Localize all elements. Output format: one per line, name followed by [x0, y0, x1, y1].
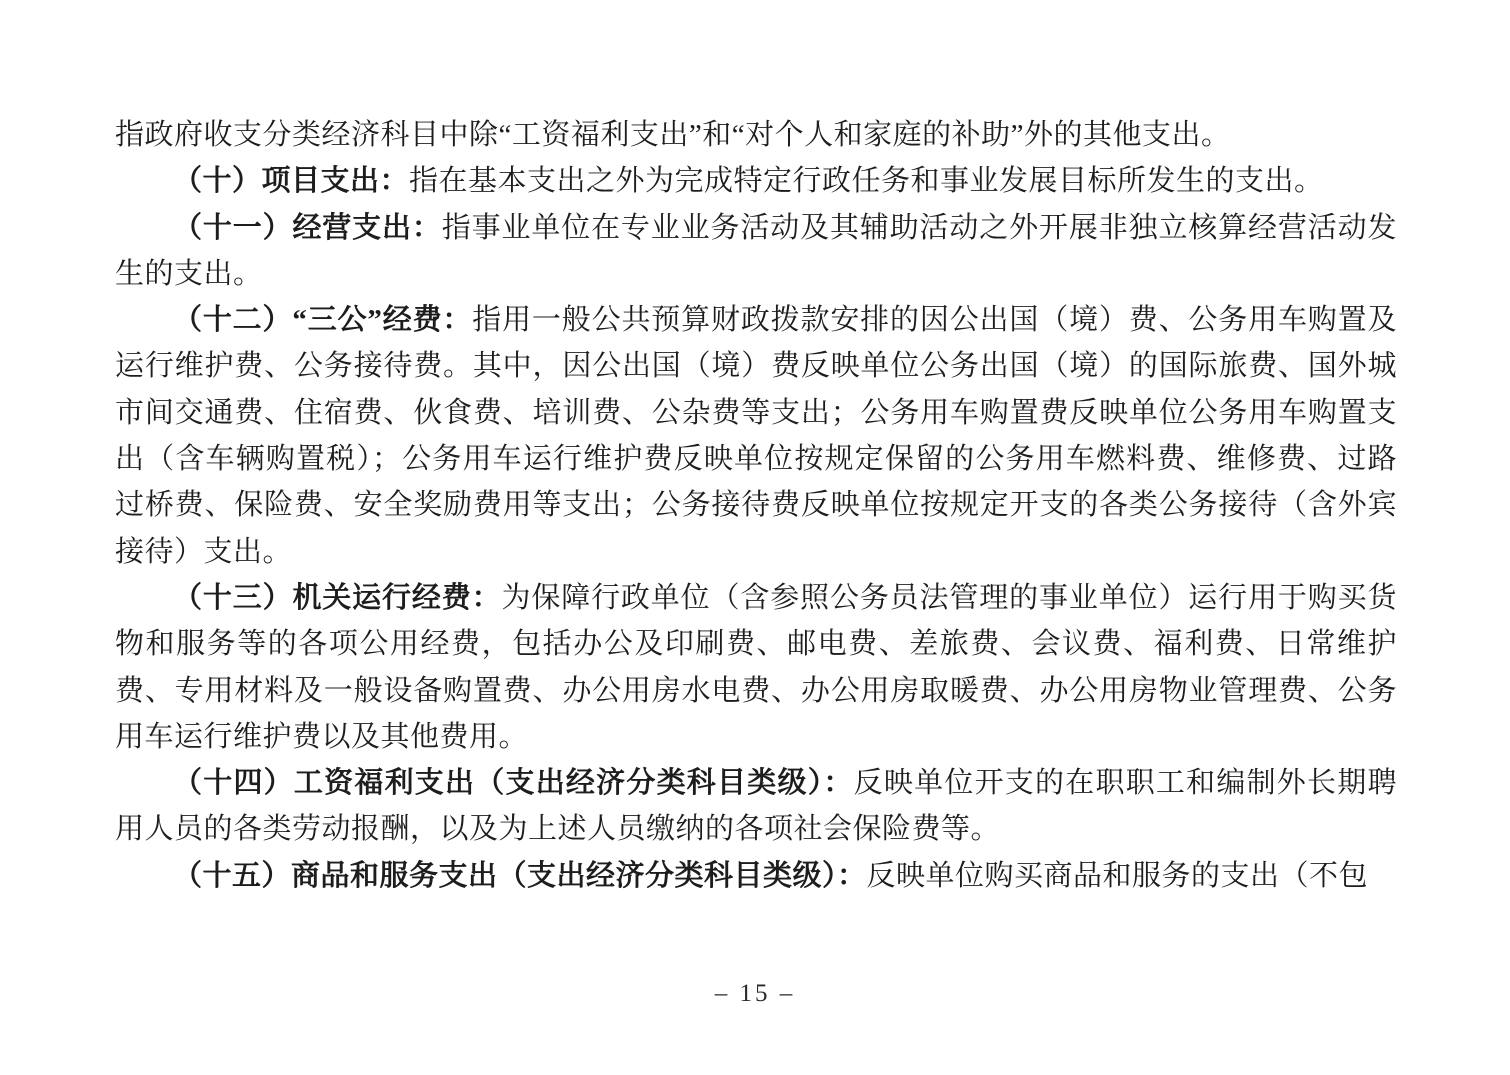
- term-heading: （十一）经营支出：: [173, 211, 442, 244]
- term-heading: （十二）“三公”经费：: [173, 304, 473, 337]
- paragraph-text: 指用一般公共预算财政拨款安排的因公出国（境）费、公务用车购置及运行维护费、公务接待费。其中，因公出国（境）费反映单位公务出国（境）的国际旅费、国外城市间交通费、住宿费、伙食费、培训费、公杂费等支出；公务用车购置费反映单位公务用车购置支出（含车辆购置税）；公务用车运行维护费反映单位按规定保留的公务用车燃料费、维修费、过路过桥费、保险费、安全奖励费用等支出；公务接待费反映单位按规定开支的各类公务接待（含外宾接待）支出。: [115, 304, 1397, 568]
- page-number: – 15 –: [714, 980, 796, 1007]
- paragraph: [115, 158, 1397, 204]
- paragraph: [115, 853, 1397, 899]
- paragraph-text: 为保障行政单位（含参照公务员法管理的事业单位）运行用于购买货物和服务等的各项公用经费，包括办公及印刷费、邮电费、差旅费、会议费、福利费、日常维护费、专用材料及一般设备购置费、办公用房水电费、办公用房取暖费、办公用房物业管理费、公务用车运行维护费以及其他费用。: [115, 581, 1397, 753]
- paragraph: [115, 575, 1397, 760]
- paragraph: [115, 760, 1397, 853]
- term-heading: （十四）工资福利支出（支出经济分类科目类级）：: [173, 767, 854, 800]
- paragraph-text: 指政府收支分类经济科目中除“工资福利支出”和“对个人和家庭的补助”外的其他支出。: [115, 119, 1231, 151]
- term-heading: （十三）机关运行经费：: [173, 581, 502, 614]
- paragraph: [115, 205, 1397, 298]
- term-heading: （十五）商品和服务支出（支出经济分类科目类级）：: [173, 859, 867, 892]
- paragraph: [115, 112, 1397, 158]
- paragraph-text: 指事业单位在专业业务活动及其辅助活动之外开展非独立核算经营活动发生的支出。: [115, 211, 1397, 290]
- term-heading: （十）项目支出：: [173, 165, 410, 198]
- paragraph-text: 反映单位购买商品和服务的支出（不包: [866, 859, 1369, 892]
- paragraph: [115, 297, 1397, 575]
- paragraph-text: 反映单位开支的在职职工和编制外长期聘用人员的各类劳动报酬，以及为上述人员缴纳的各项社会保险费等。: [115, 767, 1397, 846]
- paragraph-text: 指在基本支出之外为完成特定行政任务和事业发展目标所发生的支出。: [409, 165, 1324, 198]
- document-body: [115, 112, 1397, 899]
